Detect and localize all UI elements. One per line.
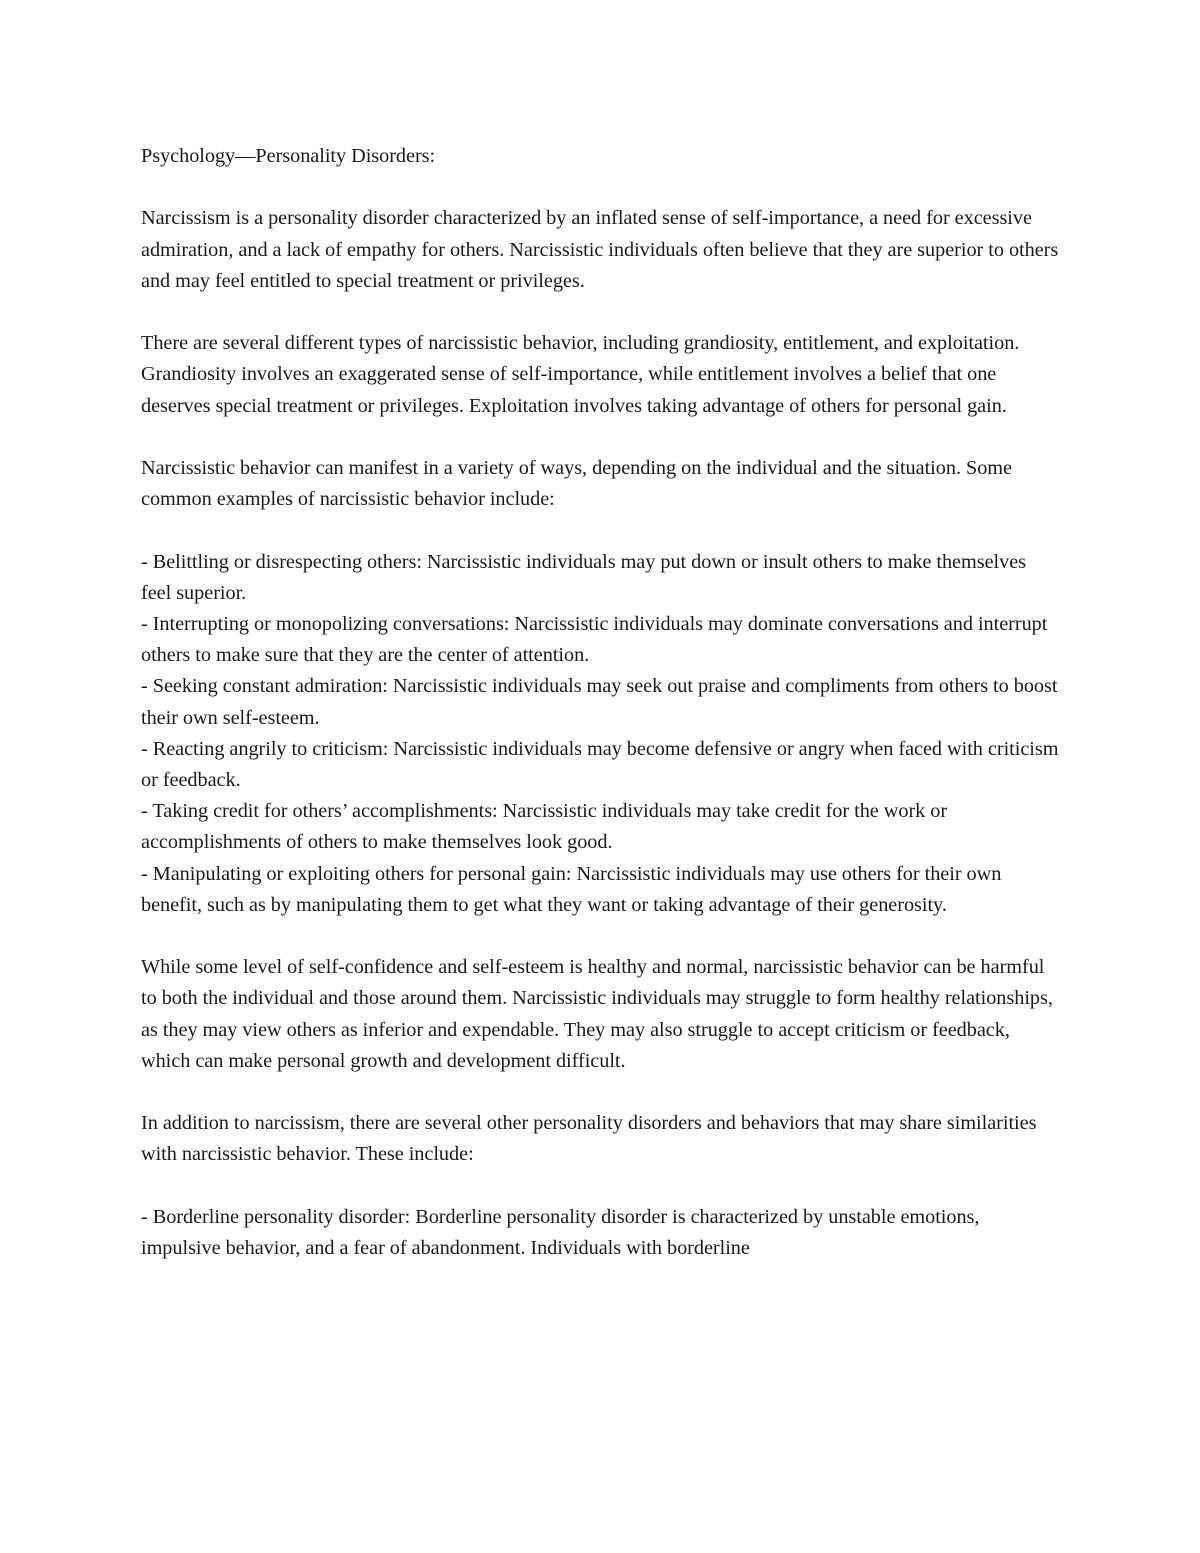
list-item: - Belittling or disrespecting others: Narcissistic individuals may put down or insult others to make themselves feel superior.	[141, 550, 1026, 604]
document-title: Psychology—Personality Disorders:	[141, 145, 436, 167]
paragraph-definition: Narcissism is a personality disorder characterized by an inflated sense of self-importance, a need for excessive admiration, and a lack of empathy for others. Narcissistic individuals often believe that they are superior to others and may feel entitled to special treatment or privileges.	[141, 207, 1059, 292]
examples-list	[141, 547, 1061, 921]
list-item: - Interrupting or monopolizing conversations: Narcissistic individuals may dominate conversations and interrupt others to make sure that they are the center of attention.	[141, 612, 1048, 667]
paragraph-types: There are several different types of narcissistic behavior, including grandiosity, entitlement, and exploitation. Grandiosity involves an exaggerated sense of self-importance, while entitlement involves a belief that one deserves special treatment or privileges. Exploitation involves taking advantage of others for personal gain.	[141, 332, 1020, 417]
list-item: - Taking credit for others’ accomplishments: Narcissistic individuals may take credit for the work or accomplishments of others to make themselves look good.	[141, 800, 948, 854]
document-body	[141, 141, 1061, 1264]
list-item: - Manipulating or exploiting others for personal gain: Narcissistic individuals may use others for their own benefit, such as by manipulating them to get what they want or taking advantage of their generosity.	[141, 862, 1002, 916]
list-item: - Seeking constant admiration: Narcissistic individuals may seek out praise and compliments from others to boost their own self-esteem.	[141, 675, 1058, 729]
paragraph-other-disorders: In addition to narcissism, there are several other personality disorders and behaviors that may share similarities with narcissistic behavior. These include:	[141, 1112, 1037, 1166]
list-item: - Reacting angrily to criticism: Narcissistic individuals may become defensive or angry when faced with criticism or feedback.	[141, 737, 1059, 791]
paragraph-harm: While some level of self-confidence and self-esteem is healthy and normal, narcissistic behavior can be harmful to both the individual and those around them. Narcissistic individuals may struggle to form healthy relationships, as they may view others as inferior and expendable. They may also struggle to accept criticism or feedback, which can make personal growth and development difficult.	[141, 956, 1053, 1072]
paragraph-borderline: - Borderline personality disorder: Borderline personality disorder is characterized by unstable emotions, impulsive behavior, and a fear of abandonment. Individuals with borderline	[141, 1205, 980, 1259]
paragraph-examples-intro: Narcissistic behavior can manifest in a variety of ways, depending on the individual and the situation. Some common examples of narcissistic behavior include:	[141, 456, 1012, 511]
